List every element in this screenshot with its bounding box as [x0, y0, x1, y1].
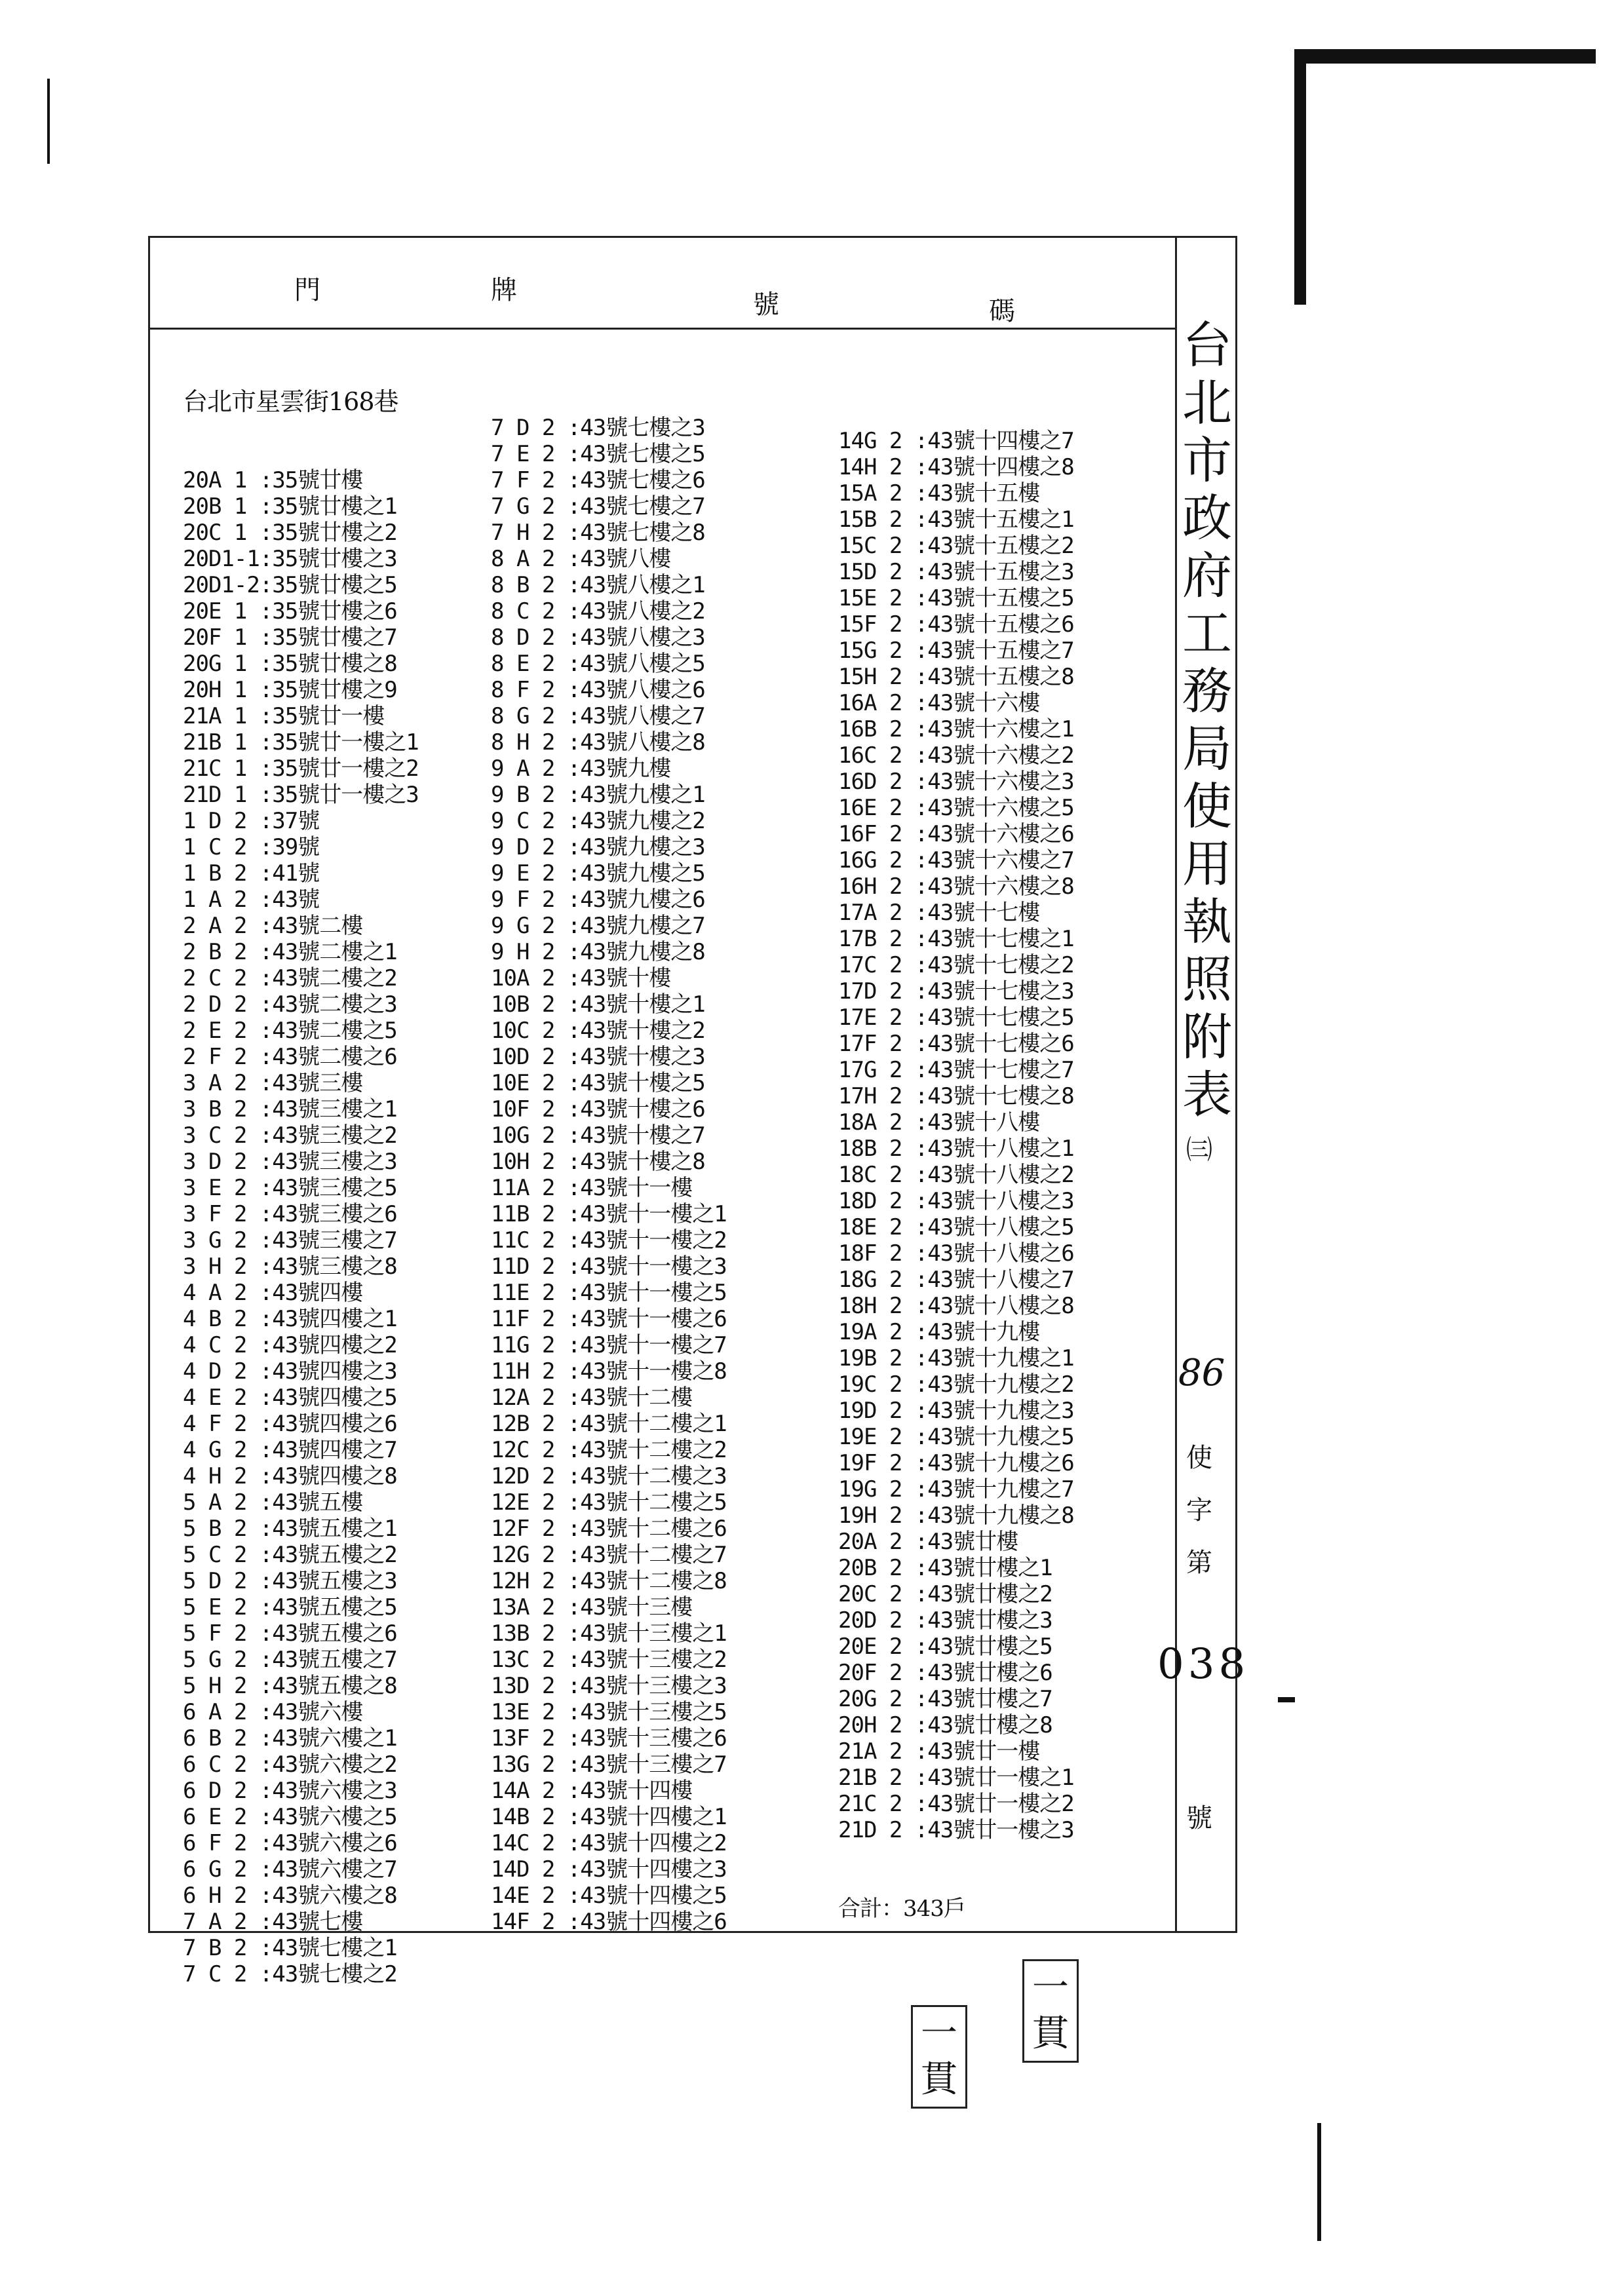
street-heading: 台北市星雲街168巷 — [183, 387, 398, 416]
address-entry: 18G 2 :43號十八樓之7 — [838, 1267, 1074, 1293]
address-entry: 4 F 2 :43號四樓之6 — [183, 1411, 397, 1437]
address-entry: 17F 2 :43號十七樓之6 — [838, 1031, 1074, 1057]
address-entry: 5 F 2 :43號五樓之6 — [183, 1620, 397, 1647]
address-entry: 11H 2 :43號十一樓之8 — [491, 1358, 727, 1385]
address-entry: 17H 2 :43號十七樓之8 — [838, 1083, 1074, 1109]
address-entry: 9 B 2 :43號九樓之1 — [491, 782, 705, 808]
address-entry: 17A 2 :43號十七樓 — [838, 900, 1040, 926]
address-entry: 21B 2 :43號廿一樓之1 — [838, 1765, 1074, 1791]
address-entry: 5 A 2 :43號五樓 — [183, 1489, 363, 1516]
address-entry: 9 C 2 :43號九樓之2 — [491, 808, 705, 834]
document-title: 台北市政府工務局使用執照附表 — [1182, 316, 1232, 1124]
address-column-3 — [838, 375, 1074, 1974]
address-entry: 14H 2 :43號十四樓之8 — [838, 454, 1074, 480]
address-entry: 3 A 2 :43號三樓 — [183, 1070, 363, 1096]
address-entry: 17D 2 :43號十七樓之3 — [838, 978, 1074, 1004]
part-marker: ㈢ — [1186, 1135, 1212, 1165]
address-entry: 7 H 2 :43號七樓之8 — [491, 520, 705, 546]
total-units: 合計：343戶 — [838, 1896, 965, 1922]
address-entry: 11G 2 :43號十一樓之7 — [491, 1332, 727, 1358]
address-entry: 5 D 2 :43號五樓之3 — [183, 1568, 397, 1594]
header-plate: 牌 — [491, 275, 518, 305]
address-entry: 10F 2 :43號十樓之6 — [491, 1096, 705, 1122]
table-header — [150, 238, 1175, 330]
address-entry: 16G 2 :43號十六樓之7 — [838, 847, 1074, 873]
address-entry: 10C 2 :43號十樓之2 — [491, 1018, 705, 1044]
char-shi: 使 — [1186, 1443, 1212, 1473]
address-entry: 10E 2 :43號十樓之5 — [491, 1070, 705, 1096]
address-entry: 1 B 2 :41號 — [183, 860, 320, 887]
address-entry: 1 D 2 :37號 — [183, 808, 320, 834]
address-entry: 2 C 2 :43號二樓之2 — [183, 965, 397, 991]
address-entry: 15A 2 :43號十五樓 — [838, 480, 1040, 507]
address-entry: 19A 2 :43號十九樓 — [838, 1319, 1040, 1345]
address-entry: 14D 2 :43號十四樓之3 — [491, 1856, 727, 1883]
address-entry: 12F 2 :43號十二樓之6 — [491, 1516, 727, 1542]
address-entry: 19B 2 :43號十九樓之1 — [838, 1345, 1074, 1371]
address-entry: 1 C 2 :39號 — [183, 834, 320, 860]
address-entry: 20D 2 :43號廿樓之3 — [838, 1607, 1052, 1634]
address-entry: 20G 2 :43號廿樓之7 — [838, 1686, 1052, 1712]
address-entry: 3 H 2 :43號三樓之8 — [183, 1253, 397, 1280]
address-entry: 6 A 2 :43號六樓 — [183, 1699, 363, 1725]
address-column-1 — [183, 336, 419, 2040]
address-entry: 3 F 2 :43號三樓之6 — [183, 1201, 397, 1227]
address-entry: 14A 2 :43號十四樓 — [491, 1778, 693, 1804]
address-entry: 14C 2 :43號十四樓之2 — [491, 1830, 727, 1856]
address-entry: 8 E 2 :43號八樓之5 — [491, 651, 705, 677]
address-entry: 11C 2 :43號十一樓之2 — [491, 1227, 727, 1253]
address-entry: 3 G 2 :43號三樓之7 — [183, 1227, 397, 1253]
address-entry: 21D 1 :35號廿一樓之3 — [183, 782, 419, 808]
address-entry: 17B 2 :43號十七樓之1 — [838, 926, 1074, 952]
address-entry: 5 C 2 :43號五樓之2 — [183, 1542, 397, 1568]
address-entry: 20G 1 :35號廿樓之8 — [183, 651, 397, 677]
scan-edge-mark — [1317, 2123, 1321, 2241]
address-list — [838, 428, 1074, 1843]
address-entry: 18C 2 :43號十八樓之2 — [838, 1162, 1074, 1188]
address-entry: 6 E 2 :43號六樓之5 — [183, 1804, 397, 1830]
address-entry: 2 A 2 :43號二樓 — [183, 913, 363, 939]
address-entry: 3 C 2 :43號三樓之2 — [183, 1122, 397, 1149]
header-code: 碼 — [989, 296, 1016, 326]
address-entry: 9 F 2 :43號九樓之6 — [491, 887, 705, 913]
address-entry: 8 F 2 :43號八樓之6 — [491, 677, 705, 703]
address-entry: 6 D 2 :43號六樓之3 — [183, 1778, 397, 1804]
address-column-2 — [491, 362, 727, 1987]
file-stamp — [1022, 1959, 1079, 2063]
address-entry: 19G 2 :43號十九樓之7 — [838, 1476, 1074, 1502]
address-entry: 8 C 2 :43號八樓之2 — [491, 598, 705, 624]
address-entry: 16C 2 :43號十六樓之2 — [838, 742, 1074, 769]
address-entry: 13F 2 :43號十三樓之6 — [491, 1725, 727, 1751]
address-entry: 20F 2 :43號廿樓之6 — [838, 1660, 1052, 1686]
address-entry: 2 F 2 :43號二樓之6 — [183, 1044, 397, 1070]
side-column — [1157, 238, 1250, 1931]
address-entry: 9 D 2 :43號九樓之3 — [491, 834, 705, 860]
address-entry: 3 B 2 :43號三樓之1 — [183, 1096, 397, 1122]
address-entry: 14G 2 :43號十四樓之7 — [838, 428, 1074, 454]
address-entry: 3 E 2 :43號三樓之5 — [183, 1175, 397, 1201]
file-stamp — [911, 2005, 967, 2109]
address-entry: 5 B 2 :43號五樓之1 — [183, 1516, 397, 1542]
scan-corner-mark — [1294, 49, 1306, 305]
address-entry: 10D 2 :43號十樓之3 — [491, 1044, 705, 1070]
address-entry: 18D 2 :43號十八樓之3 — [838, 1188, 1074, 1214]
address-entry: 19H 2 :43號十九樓之8 — [838, 1502, 1074, 1529]
stamp-text: 一貫 — [1032, 1966, 1069, 2055]
address-entry: 20D1-2:35號廿樓之5 — [183, 572, 397, 598]
address-entry: 20B 2 :43號廿樓之1 — [838, 1555, 1052, 1581]
address-entry: 11D 2 :43號十一樓之3 — [491, 1253, 727, 1280]
address-entry: 6 C 2 :43號六樓之2 — [183, 1751, 397, 1778]
address-entry: 18B 2 :43號十八樓之1 — [838, 1136, 1074, 1162]
address-entry: 21D 2 :43號廿一樓之3 — [838, 1817, 1074, 1843]
address-entry: 6 F 2 :43號六樓之6 — [183, 1830, 397, 1856]
address-entry: 13E 2 :43號十三樓之5 — [491, 1699, 727, 1725]
address-entry: 7 C 2 :43號七樓之2 — [183, 1961, 397, 1987]
address-entry: 5 H 2 :43號五樓之8 — [183, 1673, 397, 1699]
address-entry: 10H 2 :43號十樓之8 — [491, 1149, 705, 1175]
address-entry: 9 A 2 :43號九樓 — [491, 756, 671, 782]
address-entry: 16E 2 :43號十六樓之5 — [838, 795, 1074, 821]
address-entry: 20E 1 :35號廿樓之6 — [183, 598, 397, 624]
address-entry: 8 A 2 :43號八樓 — [491, 546, 671, 572]
address-entry: 20A 1 :35號廿樓 — [183, 467, 363, 493]
address-entry: 11F 2 :43號十一樓之6 — [491, 1306, 727, 1332]
address-entry: 11A 2 :43號十一樓 — [491, 1175, 693, 1201]
address-entry: 4 B 2 :43號四樓之1 — [183, 1306, 397, 1332]
address-entry: 4 H 2 :43號四樓之8 — [183, 1463, 397, 1489]
address-entry: 10B 2 :43號十樓之1 — [491, 991, 705, 1018]
address-entry: 13D 2 :43號十三樓之3 — [491, 1673, 727, 1699]
address-entry: 12D 2 :43號十二樓之3 — [491, 1463, 727, 1489]
address-entry: 15C 2 :43號十五樓之2 — [838, 533, 1074, 559]
header-number: 號 — [753, 290, 781, 320]
address-entry: 12A 2 :43號十二樓 — [491, 1385, 693, 1411]
address-entry: 15F 2 :43號十五樓之6 — [838, 611, 1074, 638]
address-entry: 10G 2 :43號十樓之7 — [491, 1122, 705, 1149]
stamp-text: 一貫 — [921, 2012, 957, 2101]
serial-number: 038 — [1157, 1640, 1250, 1689]
scan-edge-mark — [47, 79, 50, 164]
address-entry: 21A 2 :43號廿一樓 — [838, 1738, 1040, 1765]
address-entry: 4 D 2 :43號四樓之3 — [183, 1358, 397, 1385]
address-entry: 15D 2 :43號十五樓之3 — [838, 559, 1074, 585]
address-entry: 5 E 2 :43號五樓之5 — [183, 1594, 397, 1620]
address-entry: 7 F 2 :43號七樓之6 — [491, 467, 705, 493]
address-entry: 2 B 2 :43號二樓之1 — [183, 939, 397, 965]
address-entry: 7 A 2 :43號七樓 — [183, 1909, 363, 1935]
address-entry: 8 H 2 :43號八樓之8 — [491, 729, 705, 756]
address-entry: 16B 2 :43號十六樓之1 — [838, 716, 1074, 742]
address-entry: 20H 2 :43號廿樓之8 — [838, 1712, 1052, 1738]
address-entry: 17E 2 :43號十七樓之5 — [838, 1004, 1074, 1031]
address-entry: 13C 2 :43號十三樓之2 — [491, 1647, 727, 1673]
address-list — [491, 415, 727, 1935]
address-entry: 4 G 2 :43號四樓之7 — [183, 1437, 397, 1463]
address-entry: 20F 1 :35號廿樓之7 — [183, 624, 397, 651]
address-entry: 7 E 2 :43號七樓之5 — [491, 441, 705, 467]
year-number: 86 — [1178, 1352, 1225, 1394]
address-entry: 4 E 2 :43號四樓之5 — [183, 1385, 397, 1411]
address-entry: 20E 2 :43號廿樓之5 — [838, 1634, 1052, 1660]
address-entry: 21B 1 :35號廿一樓之1 — [183, 729, 419, 756]
char-hao: 號 — [1186, 1803, 1212, 1833]
address-entry: 3 D 2 :43號三樓之3 — [183, 1149, 397, 1175]
address-entry: 9 E 2 :43號九樓之5 — [491, 860, 705, 887]
address-entry: 19E 2 :43號十九樓之5 — [838, 1424, 1074, 1450]
address-entry: 13G 2 :43號十三樓之7 — [491, 1751, 727, 1778]
address-entry: 15G 2 :43號十五樓之7 — [838, 638, 1074, 664]
address-entry: 10A 2 :43號十樓 — [491, 965, 671, 991]
address-entry: 12C 2 :43號十二樓之2 — [491, 1437, 727, 1463]
address-entry: 4 C 2 :43號四樓之2 — [183, 1332, 397, 1358]
address-entry: 5 G 2 :43號五樓之7 — [183, 1647, 397, 1673]
address-entry: 12E 2 :43號十二樓之5 — [491, 1489, 727, 1516]
address-entry: 20A 2 :43號廿樓 — [838, 1529, 1018, 1555]
address-entry: 21A 1 :35號廿一樓 — [183, 703, 385, 729]
address-entry: 6 B 2 :43號六樓之1 — [183, 1725, 397, 1751]
address-entry: 12B 2 :43號十二樓之1 — [491, 1411, 727, 1437]
address-entry: 11E 2 :43號十一樓之5 — [491, 1280, 727, 1306]
address-entry: 9 G 2 :43號九樓之7 — [491, 913, 705, 939]
address-entry: 7 D 2 :43號七樓之3 — [491, 415, 705, 441]
address-entry: 17C 2 :43號十七樓之2 — [838, 952, 1074, 978]
address-entry: 8 G 2 :43號八樓之7 — [491, 703, 705, 729]
address-entry: 20B 1 :35號廿樓之1 — [183, 493, 397, 520]
address-entry: 16D 2 :43號十六樓之3 — [838, 769, 1074, 795]
address-entry: 6 G 2 :43號六樓之7 — [183, 1856, 397, 1883]
address-entry: 14B 2 :43號十四樓之1 — [491, 1804, 727, 1830]
header-door: 門 — [294, 275, 322, 305]
address-entry: 15H 2 :43號十五樓之8 — [838, 664, 1074, 690]
address-entry: 12H 2 :43號十二樓之8 — [491, 1568, 727, 1594]
address-entry: 16A 2 :43號十六樓 — [838, 690, 1040, 716]
address-entry: 1 A 2 :43號 — [183, 887, 320, 913]
address-entry: 20C 1 :35號廿樓之2 — [183, 520, 397, 546]
scan-dash-mark — [1278, 1697, 1295, 1702]
address-entry: 21C 2 :43號廿一樓之2 — [838, 1791, 1074, 1817]
char-di: 第 — [1186, 1548, 1212, 1578]
address-entry: 14F 2 :43號十四樓之6 — [491, 1909, 727, 1935]
address-entry: 20C 2 :43號廿樓之2 — [838, 1581, 1052, 1607]
address-entry: 14E 2 :43號十四樓之5 — [491, 1883, 727, 1909]
address-entry: 9 H 2 :43號九樓之8 — [491, 939, 705, 965]
char-zi: 字 — [1186, 1495, 1212, 1525]
address-entry: 8 B 2 :43號八樓之1 — [491, 572, 705, 598]
address-entry: 17G 2 :43號十七樓之7 — [838, 1057, 1074, 1083]
address-entry: 13B 2 :43號十三樓之1 — [491, 1620, 727, 1647]
address-list — [183, 467, 419, 1987]
address-entry: 18A 2 :43號十八樓 — [838, 1109, 1040, 1136]
address-entry: 18F 2 :43號十八樓之6 — [838, 1240, 1074, 1267]
address-entry: 20D1-1:35號廿樓之3 — [183, 546, 397, 572]
address-entry: 15E 2 :43號十五樓之5 — [838, 585, 1074, 611]
address-entry: 19F 2 :43號十九樓之6 — [838, 1450, 1074, 1476]
address-entry: 8 D 2 :43號八樓之3 — [491, 624, 705, 651]
scan-corner-mark — [1294, 49, 1596, 64]
address-entry: 16H 2 :43號十六樓之8 — [838, 873, 1074, 900]
address-entry: 2 E 2 :43號二樓之5 — [183, 1018, 397, 1044]
address-entry: 16F 2 :43號十六樓之6 — [838, 821, 1074, 847]
address-entry: 20H 1 :35號廿樓之9 — [183, 677, 397, 703]
address-entry: 19C 2 :43號十九樓之2 — [838, 1371, 1074, 1398]
address-entry: 18E 2 :43號十八樓之5 — [838, 1214, 1074, 1240]
address-entry: 12G 2 :43號十二樓之7 — [491, 1542, 727, 1568]
address-entry: 11B 2 :43號十一樓之1 — [491, 1201, 727, 1227]
address-entry: 15B 2 :43號十五樓之1 — [838, 507, 1074, 533]
address-entry: 7 G 2 :43號七樓之7 — [491, 493, 705, 520]
address-entry: 19D 2 :43號十九樓之3 — [838, 1398, 1074, 1424]
address-entry: 18H 2 :43號十八樓之8 — [838, 1293, 1074, 1319]
address-entry: 4 A 2 :43號四樓 — [183, 1280, 363, 1306]
address-entry: 2 D 2 :43號二樓之3 — [183, 991, 397, 1018]
address-entry: 6 H 2 :43號六樓之8 — [183, 1883, 397, 1909]
permit-table — [148, 236, 1250, 1987]
address-entry: 7 B 2 :43號七樓之1 — [183, 1935, 397, 1961]
address-entry: 13A 2 :43號十三樓 — [491, 1594, 693, 1620]
address-entry: 21C 1 :35號廿一樓之2 — [183, 756, 419, 782]
